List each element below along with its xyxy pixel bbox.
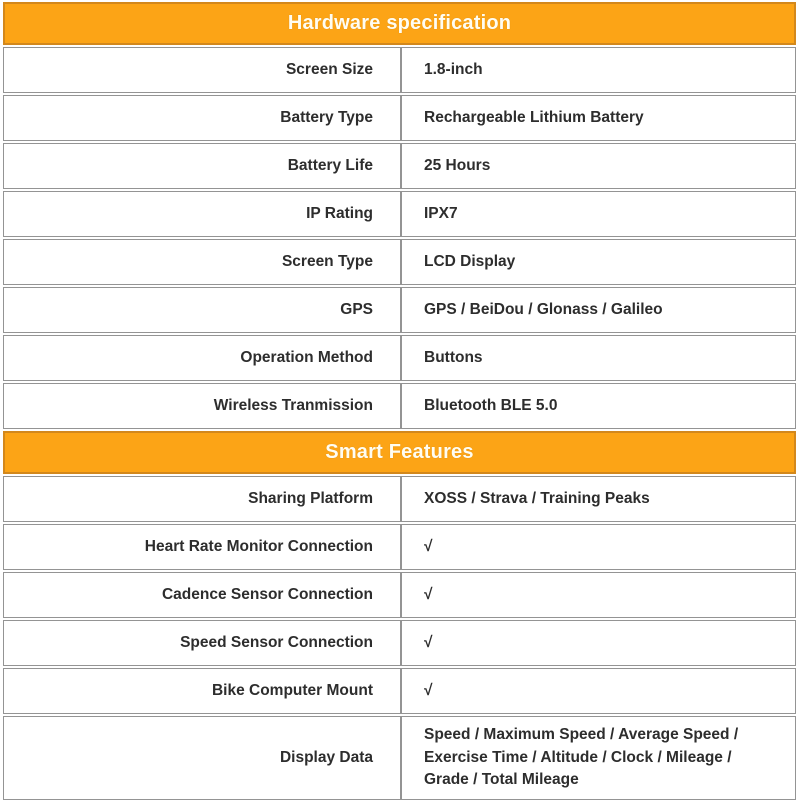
- section-title: Hardware specification: [287, 12, 512, 34]
- section-header-hardware: [3, 2, 796, 45]
- row-label: Operation Method: [4, 336, 402, 380]
- table-row: [3, 95, 796, 141]
- checkmark-value: √: [424, 585, 433, 603]
- table-row: [3, 668, 796, 714]
- row-label: Sharing Platform: [4, 477, 402, 521]
- table-row: [3, 383, 796, 429]
- row-value: Rechargeable Lithium Battery: [424, 108, 644, 126]
- row-label: Speed Sensor Connection: [4, 621, 402, 665]
- spec-table: [3, 2, 796, 800]
- row-label: GPS: [4, 288, 402, 332]
- row-value: GPS / BeiDou / Glonass / Galileo: [424, 300, 663, 318]
- row-value: LCD Display: [424, 252, 516, 270]
- row-label: Bike Computer Mount: [4, 669, 402, 713]
- table-row: [3, 524, 796, 570]
- row-value: 25 Hours: [424, 156, 491, 174]
- table-row: [3, 287, 796, 333]
- table-row: [3, 572, 796, 618]
- table-row: [3, 335, 796, 381]
- table-row-display-data: [3, 716, 796, 800]
- table-row: [3, 191, 796, 237]
- section-title: Smart Features: [325, 441, 474, 463]
- checkmark-value: √: [424, 537, 433, 555]
- row-label: IP Rating: [4, 192, 402, 236]
- section-header-smart-features: [3, 431, 796, 474]
- row-label: Battery Type: [4, 96, 402, 140]
- row-label: Wireless Tranmission: [4, 384, 402, 428]
- row-value: XOSS / Strava / Training Peaks: [424, 489, 650, 507]
- checkmark-value: √: [424, 633, 433, 651]
- row-value: 1.8-inch: [424, 60, 483, 78]
- row-value: Bluetooth BLE 5.0: [424, 396, 558, 414]
- table-row: [3, 620, 796, 666]
- row-label: Screen Size: [4, 48, 402, 92]
- row-label: Battery Life: [4, 144, 402, 188]
- table-row: [3, 143, 796, 189]
- row-label: Heart Rate Monitor Connection: [4, 525, 402, 569]
- checkmark-value: √: [424, 681, 433, 699]
- table-row: [3, 47, 796, 93]
- row-value: Speed / Maximum Speed / Average Speed / Exercise Time / Altitude / Clock / Mileage / Grade / Total Mileage: [424, 726, 739, 789]
- row-label: Display Data: [4, 717, 402, 799]
- table-row: [3, 476, 796, 522]
- row-label: Cadence Sensor Connection: [4, 573, 402, 617]
- row-label: Screen Type: [4, 240, 402, 284]
- row-value: IPX7: [424, 204, 458, 222]
- row-value: Buttons: [424, 348, 483, 366]
- table-row: [3, 239, 796, 285]
